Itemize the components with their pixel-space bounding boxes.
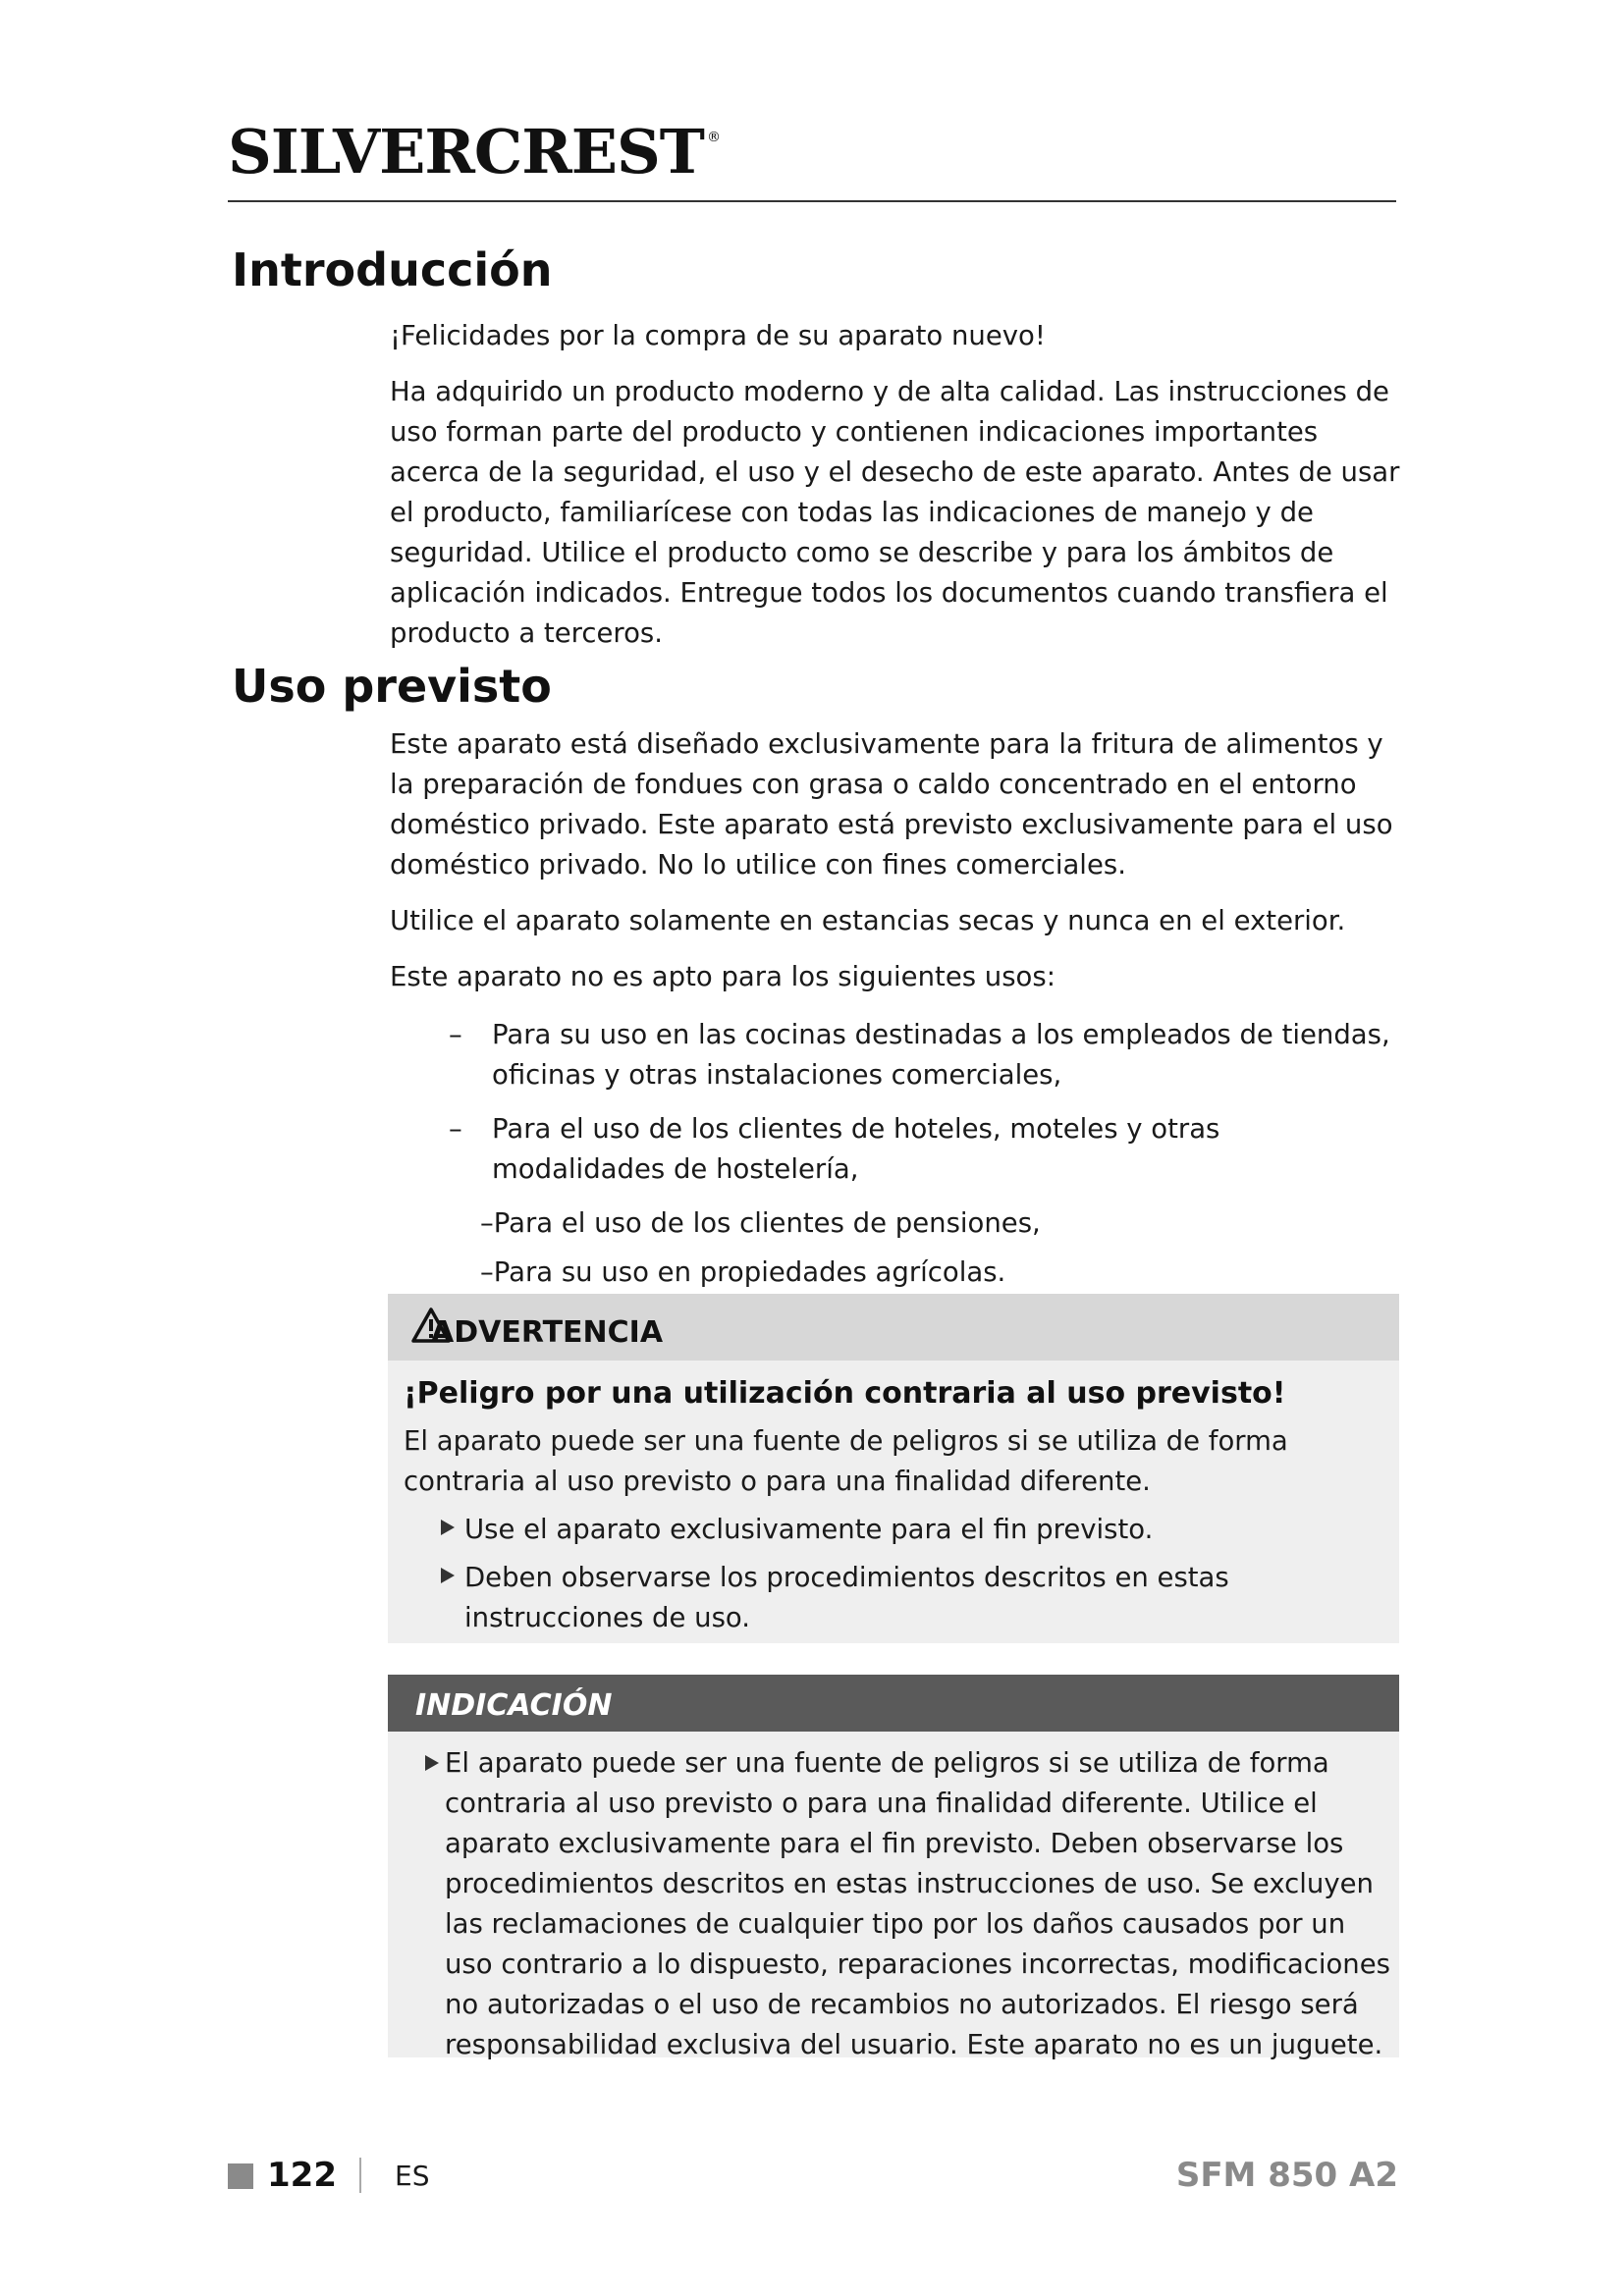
warning-body: [404, 1421, 1385, 1638]
list-item: [390, 1109, 1401, 1190]
footer-separator: [359, 2158, 361, 2193]
use-section: [390, 724, 1401, 1013]
warning-header: [388, 1294, 1399, 1361]
page-number: 122: [267, 2156, 337, 2195]
list-item: [390, 1253, 1401, 1293]
model-number: SFM 850 A2: [1175, 2156, 1398, 2195]
list-item: [390, 1015, 1401, 1095]
intro-section: [390, 316, 1401, 669]
arrow-bullet-icon: [425, 1755, 439, 1771]
note-box: [388, 1675, 1399, 2060]
dash-bullet: –: [480, 1256, 494, 1288]
arrow-bullet-icon: [441, 1520, 455, 1535]
brand-name-part2: CREST: [473, 116, 704, 187]
warning-bullet-text: Deben observarse los procedimientos descritos en estas instrucciones de uso.: [464, 1562, 1229, 1633]
warning-bullet: [404, 1510, 1385, 1550]
header-rule: [228, 200, 1396, 202]
use-paragraph-3: Este aparato no es apto para los siguientes usos:: [390, 961, 1056, 992]
intro-heading: Introducción: [232, 243, 553, 296]
list-item: [390, 1203, 1401, 1244]
page-footer: [228, 2156, 1398, 2199]
brand-name-part1: SILVER: [228, 116, 474, 187]
dash-bullet: –: [449, 1019, 462, 1050]
warning-title: ¡Peligro por una utilización contraria al uso previsto!: [404, 1376, 1286, 1411]
warning-label: ADVERTENCIA: [431, 1315, 664, 1350]
language-code: ES: [395, 2160, 430, 2192]
registered-mark: ®: [706, 130, 720, 145]
dash-bullet: –: [480, 1207, 494, 1239]
list-item-text: Para su uso en propiedades agrícolas.: [493, 1256, 1006, 1288]
dash-bullet: –: [449, 1113, 462, 1145]
use-paragraph-2: Utilice el aparato solamente en estancias secas y nunca en el exterior.: [390, 905, 1346, 936]
use-heading: Uso previsto: [232, 660, 552, 713]
list-item-text: Para el uso de los clientes de pensiones,: [493, 1207, 1041, 1239]
list-item-text: Para su uso en las cocinas destinadas a los empleados de tiendas, oficinas y otras instalaciones comerciales,: [492, 1019, 1390, 1091]
warning-box: [388, 1294, 1399, 1643]
warning-text: El aparato puede ser una fuente de peligros si se utiliza de forma contraria al uso previsto o para una finalidad diferente.: [404, 1425, 1288, 1497]
brand-logo: [228, 116, 720, 187]
warning-bullet: [404, 1558, 1385, 1638]
list-item-text: Para el uso de los clientes de hoteles, moteles y otras modalidades de hostelería,: [492, 1113, 1220, 1185]
note-header: [388, 1675, 1399, 1732]
intro-paragraph-2: Ha adquirido un producto moderno y de alta calidad. Las instrucciones de uso forman parte del producto y contienen indicaciones importantes acerca de la seguridad, el uso y el desecho de este aparato. Antes de usar el producto, familiarícese con todas las indicaciones de manejo y de seguridad. Utilice el producto como se describe y para los ámbitos de aplicación indicados. Entregue todos los documentos cuando transfiera el producto a terceros.: [390, 376, 1400, 649]
note-label: INDICACIÓN: [415, 1688, 613, 1723]
note-text: El aparato puede ser una fuente de peligros si se utiliza de forma contraria al uso previsto o para una finalidad diferente. Utilice el aparato exclusivamente para el fin previsto. Deben observarse los procedimientos descritos en estas instrucciones de uso. Se excluyen las reclamaciones de cualquier tipo por los daños causados por un uso contrario a lo dispuesto, reparaciones incorrectas, modificaciones no autorizadas o el uso de recambios no autorizados. El riesgo será responsabilidad exclusiva del usuario. Este aparato no es un juguete.: [445, 1747, 1390, 2060]
warning-bullet-text: Use el aparato exclusivamente para el fin previsto.: [464, 1514, 1154, 1545]
page-marker-square: [228, 2163, 253, 2189]
exclusion-list: [390, 1015, 1401, 1302]
note-body: [425, 1743, 1397, 2065]
arrow-bullet-icon: [441, 1568, 455, 1583]
intro-paragraph-1: ¡Felicidades por la compra de su aparato nuevo!: [390, 320, 1046, 351]
use-paragraph-1: Este aparato está diseñado exclusivamente para la fritura de alimentos y la preparación de fondues con grasa o caldo concentrado en el entorno doméstico privado. Este aparato está previsto exclusivamente para el uso doméstico privado. No lo utilice con fines comerciales.: [390, 728, 1393, 881]
